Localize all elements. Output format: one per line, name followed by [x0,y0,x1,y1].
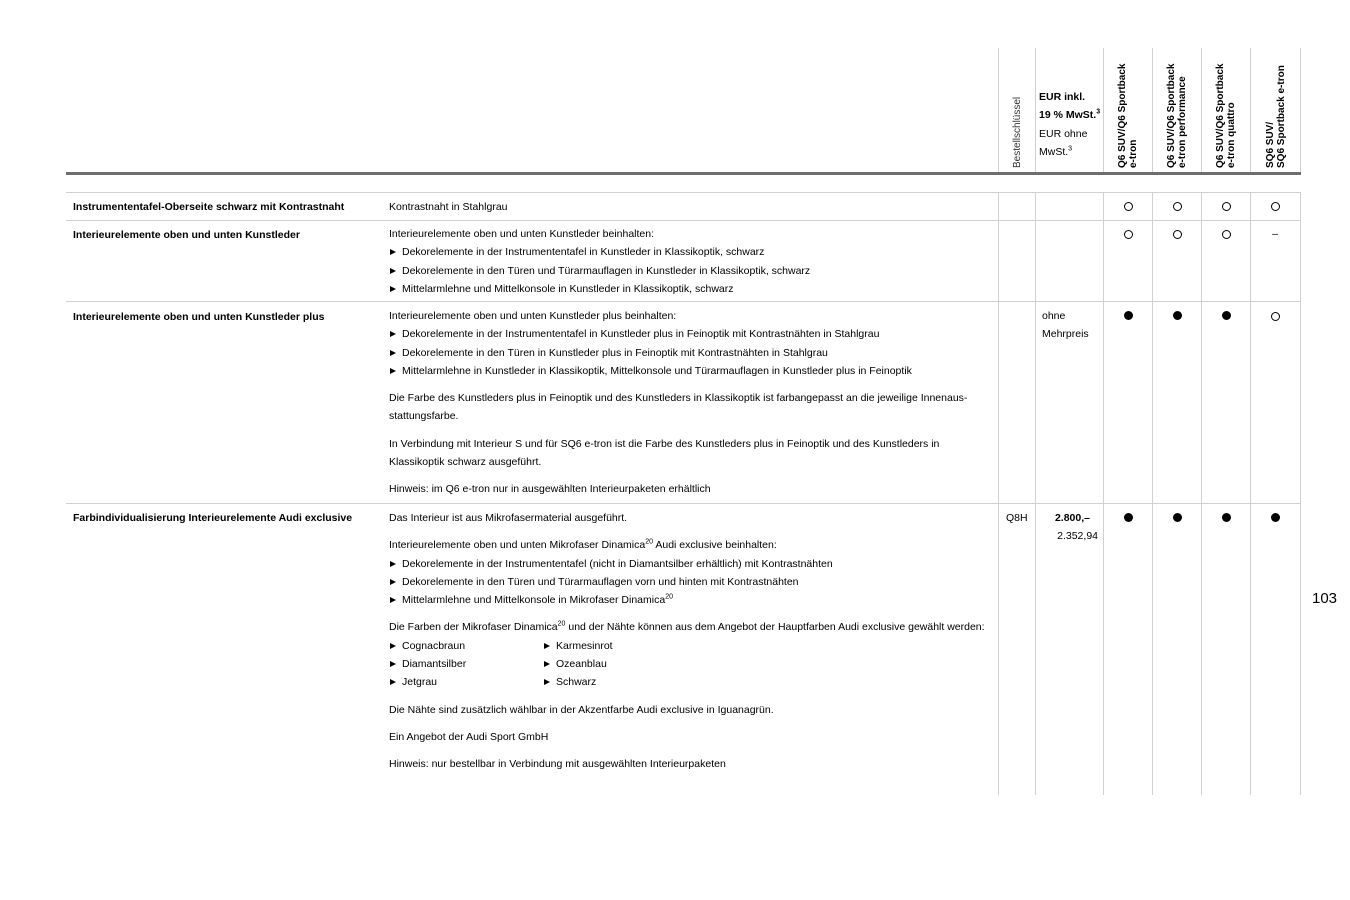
row-description: Interieurelemente oben und unten Kunstleder beinhalten: Dekorelemente in der Instrumententafel in Kunstleder in Klassikoptik, schwarz Dekorelemente in den Türen und Türarmauflagen in Kunstleder in Klassikoptik, schwarz Mittelarmlehne und Mittelkonsole in Kunstleder in Klassikoptik, schwarz [389,225,994,298]
page-number: 103 [1312,590,1338,607]
color-item: Diamantsilber [389,655,543,673]
standard-mark-icon [1167,309,1187,323]
standard-mark-icon [1265,511,1285,525]
not-available-mark: – [1272,228,1278,240]
price-note: ohne Mehrpreis [1042,310,1089,341]
header-price-line1: EUR inkl. [1039,91,1086,103]
bullet-item: Mittelarmlehne und Mittelkonsole in Mikrofaser Dinamica$^{20}$ [389,591,994,609]
color-item: Cognacbraun [389,637,543,655]
bullet-item: Dekorelemente in den Türen und Türarmauflagen vorn und hinten mit Kontrastnähten [389,573,994,591]
standard-mark-icon [1167,511,1187,525]
header-rule [66,172,1301,175]
header-price-sup2: 3 [1068,145,1073,153]
row-name: Interieurelemente oben und unten Kunstleder plus [73,311,325,323]
bullet-item: Mittelarmlehne und Mittelkonsole in Kunstleder in Klassikoptik, schwarz [389,280,994,298]
bullet-item: Mittelarmlehne in Kunstleder in Klassikoptik, Mittelkonsole und Türarmauflagen in Kunstleder plus in Feinoptik [389,362,994,380]
standard-mark-icon [1118,511,1138,525]
header-price-sup: 3 [1096,108,1101,116]
standard-mark-icon [1216,511,1236,525]
row-description: Kontrastnaht in Stahlgrau [389,201,508,213]
bullet-item: Dekorelemente in den Türen in Kunstleder plus in Feinoptik mit Kontrastnähten in Stahlgrau [389,344,994,362]
header-price-line4: MwSt. [1039,145,1069,158]
optional-mark-icon [1167,200,1187,214]
header-model-2: Q6 SUV/Q6 Sportback e-tron performance [1166,63,1188,168]
optional-mark-icon [1265,310,1285,324]
bullet-item: Dekorelemente in der Instrumententafel in Kunstleder plus in Feinoptik mit Kontrastnähten in Stahlgrau [389,325,994,343]
color-item: Ozeanblau [543,655,697,673]
color-item: Jetgrau [389,673,543,691]
row-name: Farbindividualisierung Interieurelemente Audi exclusive [73,512,353,524]
order-code: Q8H [1006,512,1028,524]
bullet-item: Dekorelemente in der Instrumententafel in Kunstleder in Klassikoptik, schwarz [389,243,994,261]
bullet-item: Dekorelemente in den Türen und Türarmauflagen in Kunstleder in Klassikoptik, schwarz [389,262,994,280]
optional-mark-icon [1118,228,1138,242]
header-model-4: SQ6 SUV/ SQ6 Sportback e-tron [1265,65,1287,168]
color-list [389,637,994,692]
standard-mark-icon [1216,309,1236,323]
bullet-item: Dekorelemente in der Instrumententafel (nicht in Diamantsilber erhältlich) mit Kontrastnähten [389,555,994,573]
optional-mark-icon [1216,228,1236,242]
row-name: Interieurelemente oben und unten Kunstleder [73,229,300,241]
header-price-line2: 19 % MwSt. [1039,109,1097,122]
header-model-1: Q6 SUV/Q6 Sportback e-tron [1117,63,1139,168]
color-item: Karmesinrot [543,637,697,655]
optional-mark-icon [1265,200,1285,214]
header-price [1039,88,1103,161]
row-description: Interieurelemente oben und unten Kunstleder plus beinhalten: Dekorelemente in der Instrumententafel in Kunstleder plus in Feinoptik mit Kontrastnähten in Stahlgrau Dekorelemente in den Türen in Kunstleder plus in Feinoptik mit Kontrastnähten in Stahlgrau Mittelarmlehne in Kunstleder in Klassikoptik, Mittelkonsole und Türarmauflagen in Kunstleder plus in Feinoptik Die Farbe des Kunstleders plus in Feinoptik und des Kunstleders in Klassikoptik ist farbangepasst an die jeweilige Innenaus-stattungsfarbe. In Verbindung mit Interieur S und für SQ6 e-tron ist die Farbe des Kunstleders plus in Feinoptik und des Kunstleders in Klassikoptik schwarz ausgeführt. Hinweis: im Q6 e-tron nur in ausgewählten Interieurpaketen erhältlich [389,307,994,499]
optional-mark-icon [1167,228,1187,242]
header-model-3: Q6 SUV/Q6 Sportback e-tron quattro [1215,63,1237,168]
standard-mark-icon [1118,309,1138,323]
header-price-line3: EUR ohne [1039,127,1088,140]
optional-mark-icon [1118,200,1138,214]
header-order-code: Bestellschlüssel [1012,96,1023,168]
row-name: Instrumententafel-Oberseite schwarz mit Kontrastnaht [73,201,345,213]
color-item: Schwarz [543,673,697,691]
row-description: Das Interieur ist aus Mikrofasermaterial ausgeführt. Interieurelemente oben und unten Mikrofaser Dinamica$^{20}$ Audi exclusive beinhalten: Dekorelemente in der Instrumententafel (nicht in Diamantsilber erhältlich) mit Kontrastnähten Dekorelemente in den Türen und Türarmauflagen vorn und hinten mit Kontrastnähten Mittelarmlehne und Mittelkonsole in Mikrofaser Dinamica$^{20}$ Die Farben der Mikrofaser Dinamica$^{20}$ und der Nähte können aus dem Angebot der Hauptfarben Audi exclusive gewählt werden: Cognacbraun Diamantsilber Jetgrau Karmesinrot Ozeanblau Schwarz Die Nähte sind zusätzlich wählbar in der Akzentfarbe Audi exclusive in Iguanagrün. Ein Angebot der Audi Sport GmbH Hinweis: nur bestellbar in Verbindung mit ausgewählten Interieurpaketen [389,509,994,774]
optional-mark-icon [1216,200,1236,214]
price-values: 2.800,– 2.352,94 [1054,512,1098,543]
